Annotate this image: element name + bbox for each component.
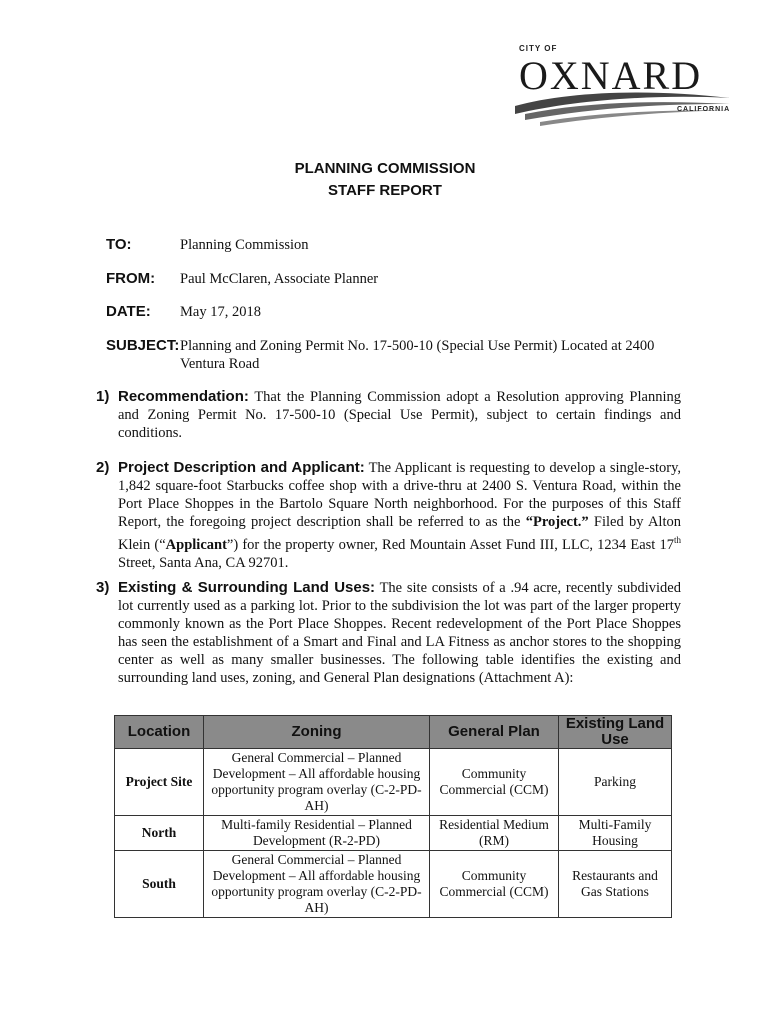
section-1-text: That the Planning Commission adopt a Resolution approving Planning and Zoning Permit No. 17-500-10 (Special Use Permit), subject to certain findings and conditions. <box>118 389 681 441</box>
cell-location: Project Site <box>115 749 204 816</box>
cell-location: North <box>115 816 204 851</box>
report-subtitle: STAFF REPORT <box>328 182 442 199</box>
col-header-location: Location <box>115 716 204 749</box>
section-land-uses <box>96 579 681 687</box>
section-recommendation <box>96 388 681 442</box>
project-term: “Project.” <box>525 514 589 530</box>
logo-name: OXNARD <box>519 53 703 98</box>
cell-zoning: General Commercial – Planned Development – All affordable housing opportunity program overlay (C-2-PD-AH) <box>204 749 430 816</box>
land-use-table <box>114 715 672 918</box>
city-logo <box>505 44 740 130</box>
cell-existing-use: Parking <box>559 749 672 816</box>
section-3-number: 3) <box>96 579 110 596</box>
section-2-text-b: Filed by Alton Klein (“ <box>118 514 681 553</box>
report-title: PLANNING COMMISSION <box>294 160 476 177</box>
section-project-description <box>96 459 681 572</box>
to-label: TO: <box>106 236 132 253</box>
logo-city-of: CITY OF <box>519 44 558 53</box>
col-header-existing-use: Existing Land Use <box>559 716 672 749</box>
col-header-general-plan: General Plan <box>430 716 559 749</box>
logo-state: CALIFORNIA <box>677 106 731 113</box>
from-value: Paul McClaren, Associate Planner <box>180 271 379 287</box>
date-value: May 17, 2018 <box>180 304 261 320</box>
section-1-heading: Recommendation: <box>118 388 249 405</box>
section-1-number: 1) <box>96 388 110 405</box>
to-value: Planning Commission <box>180 237 309 253</box>
section-2-text-a: The Applicant is requesting to develop a single-story, 1,842 square-foot Starbucks coffee shop with a drive-thru at 2400 S. Ventura Road, within the Port Place Shoppes in the Bartolo Square North neighborhood. For the purposes of this Staff Report, the foregoing project description shall be referred to as the <box>118 460 681 530</box>
from-label: FROM: <box>106 270 156 287</box>
cell-existing-use: Restaurants and Gas Stations <box>559 851 672 918</box>
cell-zoning: Multi-family Residential – Planned Development (R-2-PD) <box>204 816 430 851</box>
applicant-term: Applicant <box>165 536 227 553</box>
cell-existing-use: Multi-Family Housing <box>559 816 672 851</box>
section-2-text-d: Street, Santa Ana, CA 92701. <box>118 554 289 571</box>
section-3-heading: Existing & Surrounding Land Uses: <box>118 579 376 596</box>
section-2-sup: th <box>673 535 681 545</box>
table-row <box>115 851 672 918</box>
table-header-row <box>115 716 672 749</box>
cell-location: South <box>115 851 204 918</box>
section-2-number: 2) <box>96 459 110 476</box>
date-label: DATE: <box>106 303 151 320</box>
section-2-text-c: ”) for the property owner, Red Mountain Asset Fund III, LLC, 1234 East 17 <box>226 536 674 553</box>
section-2-heading: Project Description and Applicant: <box>118 459 365 476</box>
table-row <box>115 816 672 851</box>
cell-general-plan: Community Commercial (CCM) <box>430 749 559 816</box>
col-header-zoning: Zoning <box>204 716 430 749</box>
cell-general-plan: Community Commercial (CCM) <box>430 851 559 918</box>
subject-label: SUBJECT: <box>106 337 180 354</box>
cell-general-plan: Residential Medium (RM) <box>430 816 559 851</box>
table-row <box>115 749 672 816</box>
section-3-text: The site consists of a .94 acre, recently subdivided lot currently used as a parking lot. Prior to the subdivision the lot was part of the larger property commonly known as the Port Place Shoppes. Recent redevelopment of the Port Place Shoppes has seen the establishment of a Smart and Final and LA Fitness as anchor stores to the shopping center as well as many smaller businesses. The following table identifies the existing and surrounding land uses, zoning, and General Plan designations (Attachment A): <box>118 580 681 686</box>
subject-value: Planning and Zoning Permit No. 17-500-10 (Special Use Permit) Located at 2400 Ventura Road <box>180 338 655 372</box>
cell-zoning: General Commercial – Planned Development – All affordable housing opportunity program overlay (C-2-PD-AH) <box>204 851 430 918</box>
